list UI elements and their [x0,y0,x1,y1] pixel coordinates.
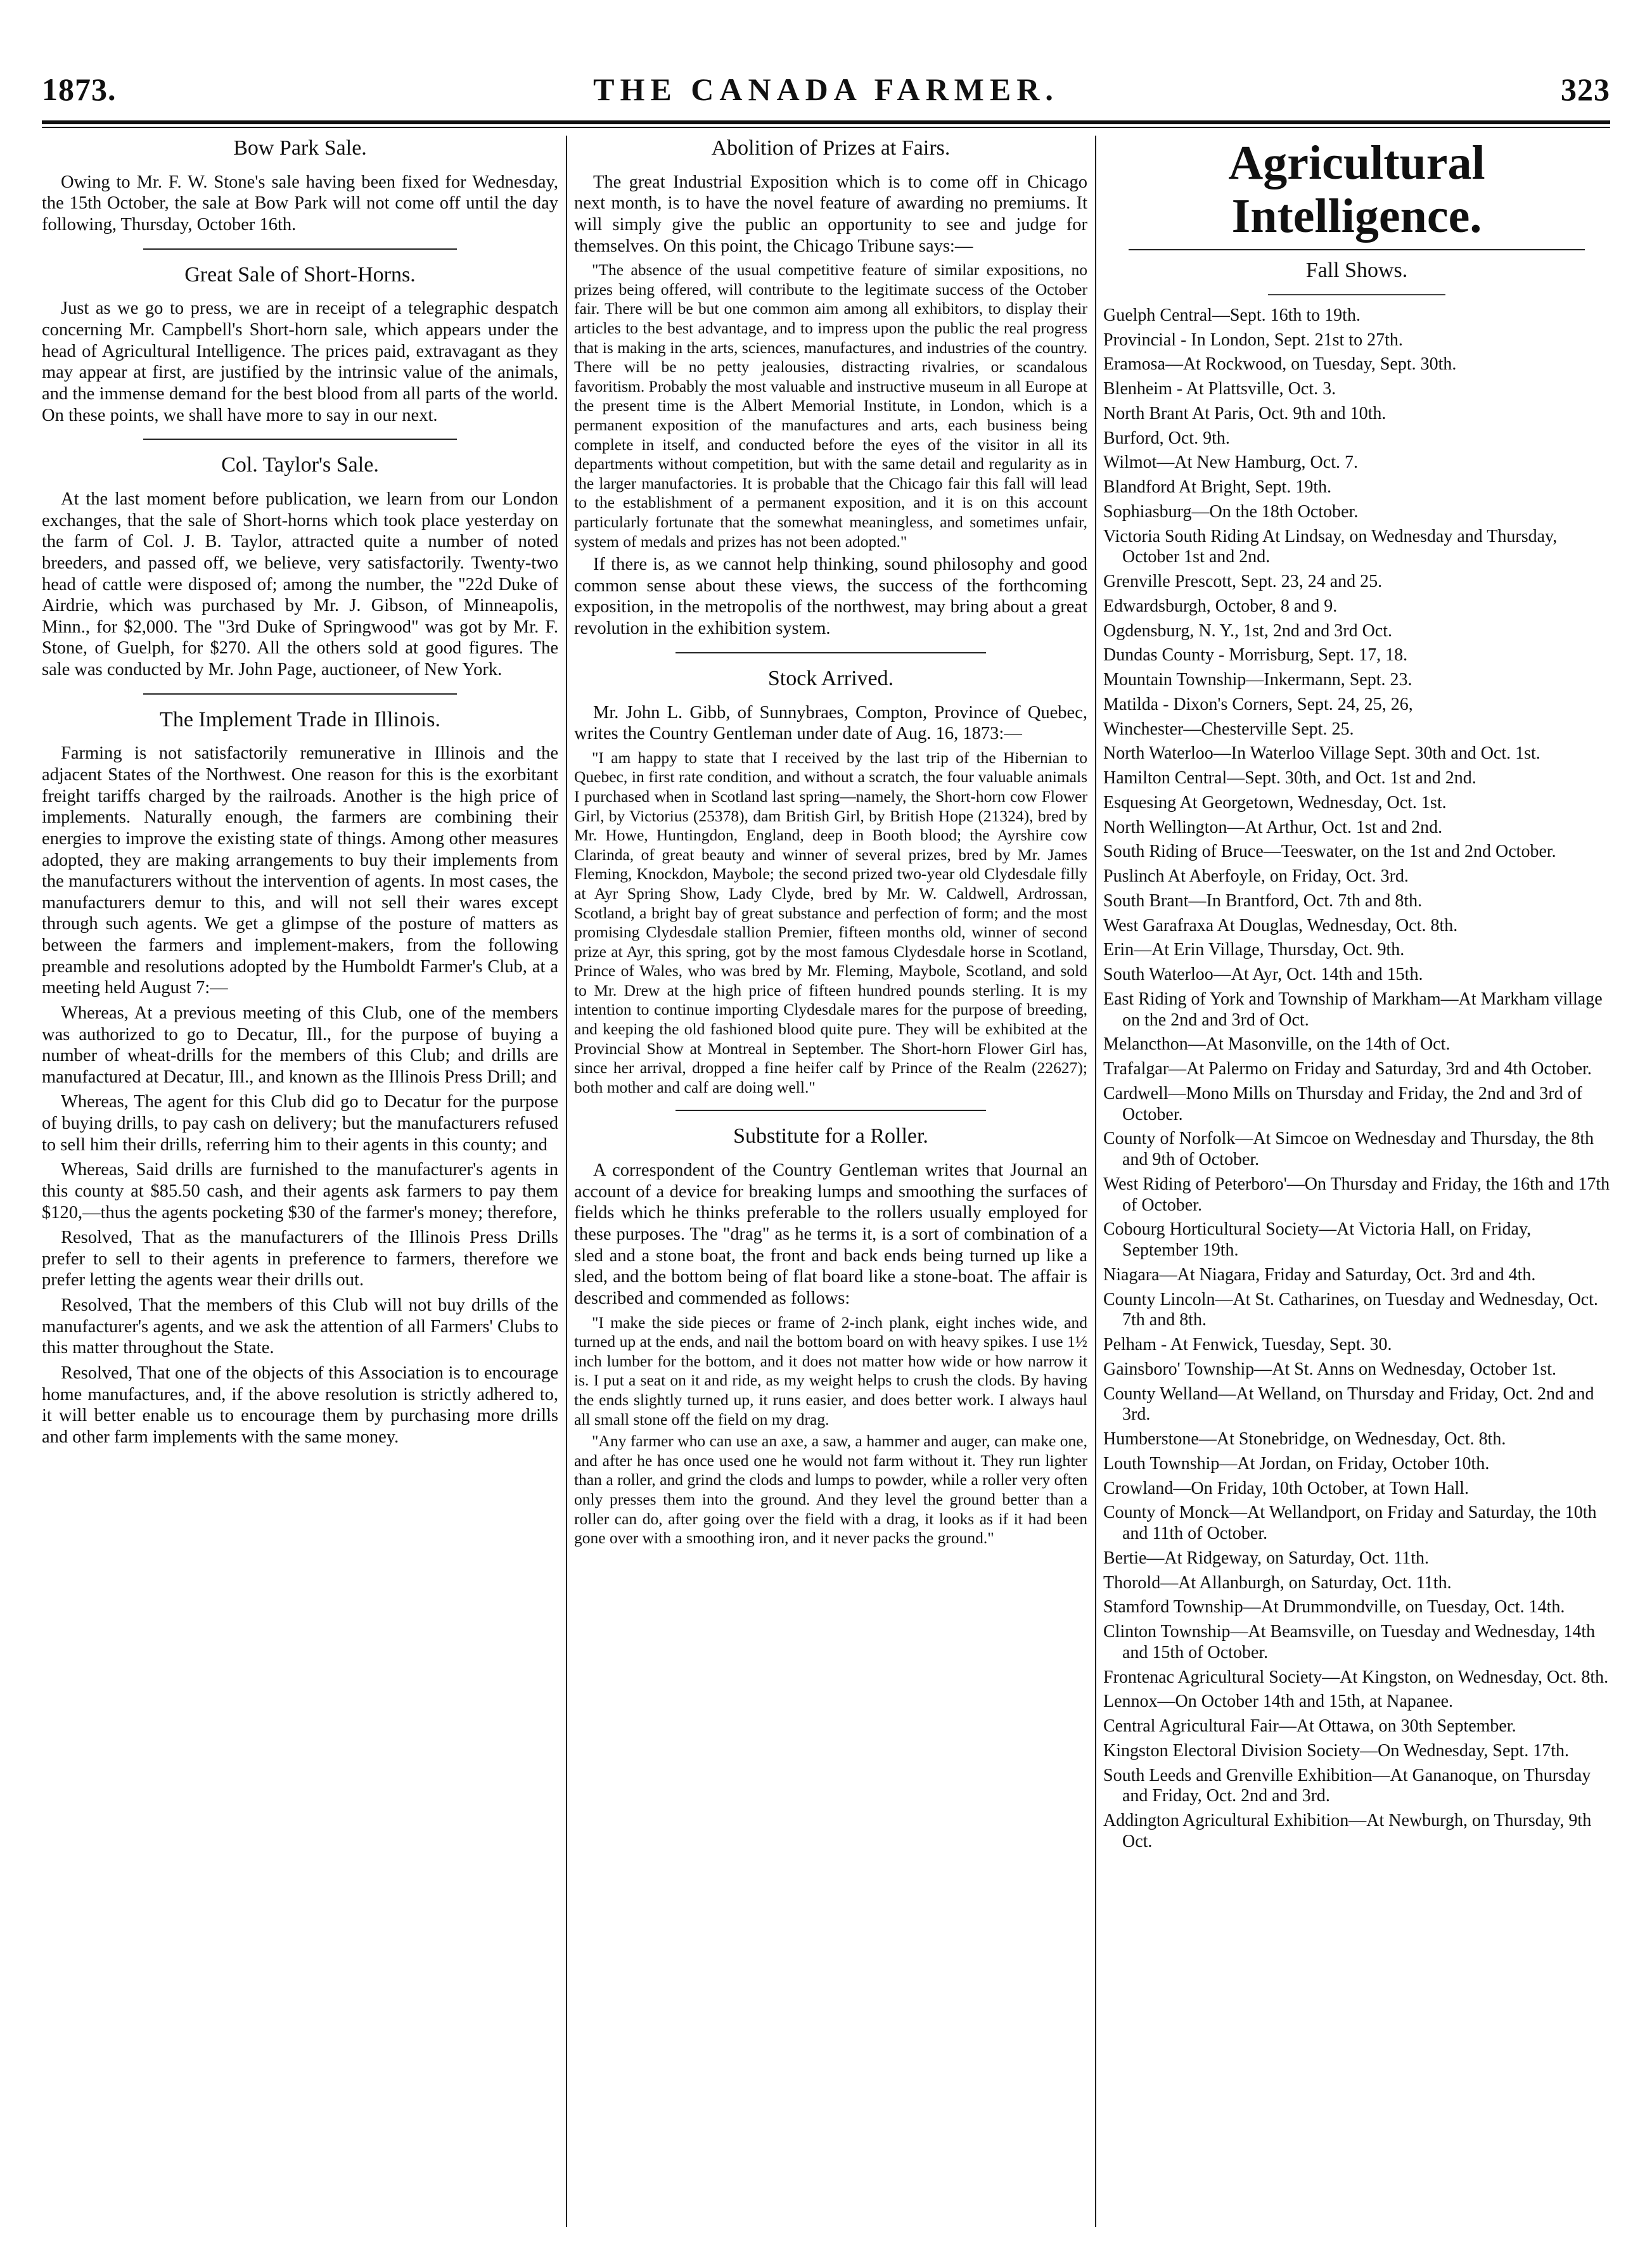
article-col-taylors-sale [42,453,558,680]
fall-show-entry: Humberstone—At Stonebridge, on Wednesday, Oct. 8th. [1103,1429,1506,1449]
fall-show-entry: South Leeds and Grenville Exhibition—At Gananoque, on Thursday and Friday, Oct. 2nd and 3rd. [1103,1765,1591,1806]
fall-show-entry: Matilda - Dixon's Corners, Sept. 24, 25, 26, [1103,694,1413,714]
fall-show-entry: Gainsboro' Township—At St. Anns on Wednesday, October 1st. [1103,1359,1557,1379]
column-3 [1103,136,1610,2227]
section-divider [676,652,986,653]
masthead-rule-thin [42,127,1610,128]
fall-shows-list [1103,305,1610,1853]
fall-show-entry: Grenville Prescott, Sept. 23, 24 and 25. [1103,572,1383,592]
fall-shows-heading: Fall Shows. [1305,259,1408,283]
article-heading: Abolition of Prizes at Fairs. [711,136,951,160]
fall-show-entry: Bertie—At Ridgeway, on Saturday, Oct. 11th. [1103,1548,1430,1568]
fall-show-entry: Wilmot—At New Hamburg, Oct. 7. [1103,453,1358,473]
column-divider-1 [566,136,567,2227]
article-bow-park-sale [42,136,558,236]
fall-show-entry: Winchester—Chesterville Sept. 25. [1103,719,1354,739]
quoted-paragraph: "I make the side pieces or frame of 2-inch plank, eight inches wide, and turned up at the ends, and nail the bottom board on with heavy spikes. I use 1½ inch lumber for the bottom, and it does not matter how wide or how narrow it is. I put a seat on it and ride, as my weight helps to crush the clods. By having the ends slightly turned up, it runs easier, and does better work. I always haul all small stone off the field on my drag. [574,1313,1087,1429]
fall-show-entry: Pelham - At Fenwick, Tuesday, Sept. 30. [1103,1335,1392,1355]
fall-show-entry: Crowland—On Friday, 10th October, at Town Hall. [1103,1478,1470,1498]
fall-show-entry: South Waterloo—At Ayr, Oct. 14th and 15th. [1103,965,1423,985]
fall-show-entry: County of Monck—At Wellandport, on Friday and Saturday, the 10th and 11th of October. [1103,1503,1597,1544]
fall-show-entry: Blenheim - At Plattsville, Oct. 3. [1103,379,1336,399]
fall-show-entry: Burford, Oct. 9th. [1103,428,1230,448]
column-divider-2 [1095,136,1096,2227]
fall-show-entry: South Riding of Bruce—Teeswater, on the 1st and 2nd October. [1103,842,1556,862]
resolution-paragraph: Resolved, That one of the objects of this Association is to encourage home manufactures, and, if the above resolution is strictly adhered to, it will better enable us to encourage them by purchasing more drills and other farm implements with the same money. [42,1363,558,1447]
fall-show-entry: Kingston Electoral Division Society—On Wednesday, Sept. 17th. [1103,1740,1569,1761]
article-implement-trade [42,707,558,1448]
fall-show-entry: County Lincoln—At St. Catharines, on Tuesday and Wednesday, Oct. 7th and 8th. [1103,1289,1598,1330]
quoted-paragraph: "I am happy to state that I received by the last trip of the Hibernian to Quebec, in first rate condition, and without a scratch, the four valuable animals I purchased when in Scotland last spring—namely, the Short-horn cow Flower Girl, by Victorius (25378), dam British Girl, by British Hope (21324), bred by Mr. Howe, Huntingdon, England, deep in Booth blood; the Ayrshire cow Clarinda, of great beauty and winner of several prizes, bred by Mr. James Fleming, Knockdon, Maybole; the second prized two-year old Clydesdale filly at Ayr Spring Show, Lady Clyde, bred by Mr. W. Caldwell, Ardrossan, Scotland, a bright bay of great substance and perfection of form; and the most promising Clydesdale stallion Premier, fifteen months old, winner of second prize at Ayr, this spring, got by the most famous Clydesdale horse in Scotland, Prince of Wales, who was bred by Mr. Fleming, Maybole, Scotland, and sold to Mr. Drew at the high price of fifteen hundred pounds sterling. It is my intention to continue importing Clydesdale mares for the purpose of breeding, and keeping the old fashioned blood quite pure. They will be exhibited at the Provincial Show at Montreal in September. The Short-horn Flower Girl has, since her arrival, dropped a fine heifer calf by Prince of the Realm (22627); both mother and calf are doing well." [574,748,1087,1096]
resolution-paragraph: Resolved, That as the manufacturers of the Illinois Press Drills prefer to sell to their agents in preference to farmers, therefore we prefer letting the agents wear their drills out. [42,1228,558,1290]
fall-show-entry: West Garafraxa At Douglas, Wednesday, Oct. 8th. [1103,915,1458,935]
article-substitute-for-roller [574,1124,1087,1548]
fall-show-entry: Dundas County - Morrisburg, Sept. 17, 18. [1103,645,1408,665]
fall-show-entry: Thorold—At Allanburgh, on Saturday, Oct. 11th. [1103,1572,1452,1593]
article-short-horns-sale [42,262,558,427]
newspaper-title: THE CANADA FARMER. [593,72,1059,107]
article-paragraph: A correspondent of the Country Gentleman writes that Journal an account of a device for breaking lumps and smoothing the surfaces of fields which he thinks preferable to the rollers usually employed for these purposes. The "drag" as he terms it, is a sort of combination of a sled and a stone boat, the front and back ends being turned up like a sled, and the bottom being of flat board like a stone-boat. The affair is described and commended as follows: [574,1160,1087,1308]
fall-show-entry: Niagara—At Niagara, Friday and Saturday, Oct. 3rd and 4th. [1103,1264,1536,1285]
fall-show-entry: North Waterloo—In Waterloo Village Sept. 30th and Oct. 1st. [1103,743,1540,764]
section-title-agricultural-intelligence: Agricultural Intelligence. [1228,136,1485,243]
fall-show-entry: South Brant—In Brantford, Oct. 7th and 8th. [1103,890,1423,911]
fall-show-entry: Mountain Township—Inkermann, Sept. 23. [1103,670,1412,690]
fall-show-entry: Erin—At Erin Village, Thursday, Oct. 9th. [1103,940,1405,960]
article-paragraph: At the last moment before publication, we learn from our London exchanges, that the sale of Short-horns which took place yesterday on the farm of Col. J. B. Taylor, attracted quite a number of noted breeders, and passed off, we believe, very satisfactorily. Twenty-two head of cattle were disposed of; among the number, the "22d Duke of Airdrie, which was purchased by Mr. J. Gibson, of Minneapolis, Minn., for $2,000. The "3rd Duke of Springwood" was got by Mr. F. Stone, of Guelph, for $270. All the others sold at good figures. The sale was conducted by Mr. John Page, auctioneer, of New York. [42,489,558,680]
article-heading: Stock Arrived. [767,666,894,690]
masthead [42,71,1610,115]
fall-show-entry: East Riding of York and Township of Markham—At Markham village on the 2nd and 3rd of Oct. [1103,989,1603,1030]
fall-show-entry: County of Norfolk—At Simcoe on Wednesday and Thursday, the 8th and 9th of October. [1103,1129,1594,1170]
article-abolition-of-prizes [574,136,1087,639]
fall-show-entry: Guelph Central—Sept. 16th to 19th. [1103,305,1361,325]
resolution-paragraph: Whereas, The agent for this Club did go to Decatur for the purpose of buying drills, to pay cash on delivery; but the manufacturers refused to sell him their drills, referring him to their agents in this county; and [42,1092,558,1155]
article-heading: Bow Park Sale. [233,136,367,160]
quoted-paragraph: "The absence of the usual competitive feature of similar expositions, no prizes being offered, will contribute to the legitimate success of the October fair. There will be but one common aim among all exhibitors, to display their articles to the best advantage, and to impress upon the public the real progress that is making in the arts, sciences, manufactures, and industries of the country. There will be no petty jealousies, distracting rivalries, or scandalous favoritism. Probably the most valuable and instructive museum in all Europe at the present time is the Albert Memorial Institute, in London, which is a permanent exposition of the manufactures and arts, each business being complete in itself, and conducted before the eyes of the visitor in all its departments without competition, but with the same detail and regularity as in the larger manufactories. It is probable that the Chicago fair this fall will lead to the establishment of a permanent exposition, and it is on this account particularly fortunate that the somewhat meaningless, and sometimes unfair, system of medals and prizes has not been adopted." [574,260,1087,551]
section-divider [143,439,457,440]
fall-show-entry: Cobourg Horticultural Society—At Victoria Hall, on Friday, September 19th. [1103,1219,1532,1261]
fall-show-entry: North Brant At Paris, Oct. 9th and 10th. [1103,403,1386,423]
article-paragraph: Farming is not satisfactorily remunerative in Illinois and the adjacent States of the Northwest. One reason for this is the exorbitant freight tariffs charged by the railroads. Another is the high price of implements. Naturally enough, the farmers are combining their energies to improve the existing state of things. Among other measures adopted, they are making arrangements to buy their implements from the manufacturers without the intervention of agents. In most cases, the manufacturers demur to this, and will not sell their wares except through such agents. We get a glimpse of the posture of matters as between the farmers and implement-makers, from the following preamble and resolutions adopted by the Humboldt Farmer's Club, at a meeting held August 7:— [42,743,558,998]
article-heading: Col. Taylor's Sale. [221,453,379,477]
fall-show-entry: County Welland—At Welland, on Thursday and Friday, Oct. 2nd and 3rd. [1103,1384,1594,1425]
article-heading: Substitute for a Roller. [733,1124,928,1148]
article-stock-arrived [574,666,1087,1098]
article-heading: The Implement Trade in Illinois. [160,707,440,731]
fall-show-entry: Victoria South Riding At Lindsay, on Wednesday and Thursday, October 1st and 2nd. [1103,526,1558,567]
fall-show-entry: Provincial - In London, Sept. 21st to 27th. [1103,330,1403,350]
fall-show-entry: Clinton Township—At Beamsville, on Tuesday and Wednesday, 14th and 15th of October. [1103,1622,1596,1662]
page-number: 323 [1561,72,1610,107]
fall-show-entry: West Riding of Peterboro'—On Thursday and Friday, the 16th and 17th of October. [1103,1174,1610,1215]
fall-show-entry: Trafalgar—At Palermo on Friday and Saturday, 3rd and 4th October. [1103,1059,1592,1079]
fall-show-entry: Hamilton Central—Sept. 30th, and Oct. 1st and 2nd. [1103,768,1476,788]
fall-show-entry: Louth Township—At Jordan, on Friday, October 10th. [1103,1453,1490,1474]
article-paragraph: Just as we go to press, we are in receipt of a telegraphic despatch concerning Mr. Campbell's Short-horn sale, which appears under the head of Agricultural Intelligence. The prices paid, extravagant as they may appear at first, are justified by the intrinsic value of the animals, and the immense demand for the best blood from all parts of the world. On these points, we shall have more to say in our next. [42,299,558,425]
column-1 [42,136,558,2227]
fall-show-entry: Edwardsburgh, October, 8 and 9. [1103,596,1338,616]
article-paragraph: Owing to Mr. F. W. Stone's sale having been fixed for Wednesday, the 15th October, the sale at Bow Park will not come off until the day following, Thursday, October 16th. [42,172,558,235]
fall-show-entry: Cardwell—Mono Mills on Thursday and Friday, the 2nd and 3rd of October. [1103,1083,1582,1124]
article-paragraph: Mr. John L. Gibb, of Sunnybraes, Compton, Province of Quebec, writes the Country Gentleman under date of Aug. 16, 1873:— [574,702,1087,744]
fall-show-entry: Eramosa—At Rockwood, on Tuesday, Sept. 30th. [1103,354,1457,375]
section-divider [1129,249,1585,250]
fall-show-entry: Ogdensburg, N. Y., 1st, 2nd and 3rd Oct. [1103,620,1393,641]
section-divider [676,1110,986,1111]
issue-year: 1873. [42,72,117,107]
resolution-paragraph: Whereas, Said drills are furnished to the manufacturer's agents in this county at $85.50 cash, and their agents ask farmers to pay them $120,—thus the agents pocketing $30 of the farmer's money; therefore, [42,1160,558,1223]
quoted-paragraph: "Any farmer who can use an axe, a saw, a hammer and auger, can make one, and after he has once used one he would not farm without it. They run lighter than a roller, and grind the clods and lumps to powder, while a roller very often only presses them into the ground. And they level the ground better than a roller can do, after going over the field with a drag, it looks as if it had been gone over with a smoothing iron, and it never packs the ground." [574,1432,1087,1548]
fall-show-entry: Frontenac Agricultural Society—At Kingston, on Wednesday, Oct. 8th. [1103,1667,1609,1687]
small-divider [1268,294,1445,295]
resolution-paragraph: Whereas, At a previous meeting of this Club, one of the members was authorized to go to Decatur, Ill., for the purpose of buying a number of wheat-drills for the members of this Club; and drills are manufactured at Decatur, Ill., and known as the Illinois Press Drill; and [42,1003,558,1087]
masthead-rule-thick [42,120,1610,124]
fall-show-entry: North Wellington—At Arthur, Oct. 1st and 2nd. [1103,817,1443,837]
section-divider [143,693,457,695]
fall-show-entry: Lennox—On October 14th and 15th, at Napanee. [1103,1692,1454,1712]
fall-show-entry: Esquesing At Georgetown, Wednesday, Oct. 1st. [1103,792,1447,812]
fall-show-entry: Puslinch At Aberfoyle, on Friday, Oct. 3rd. [1103,866,1409,887]
fall-show-entry: Stamford Township—At Drummondville, on Tuesday, Oct. 14th. [1103,1597,1565,1617]
column-2 [574,136,1087,2227]
resolution-paragraph: Resolved, That the members of this Club will not buy drills of the manufacturer's agents, and we ask the attention of all Farmers' Clubs to this matter throughout the State. [42,1295,558,1358]
article-paragraph: If there is, as we cannot help thinking, sound philosophy and good common sense about these views, the success of the forthcoming exposition, in the metropolis of the northwest, may bring about a great revolution in the exhibition system. [574,555,1087,639]
fall-show-entry: Sophiasburg—On the 18th October. [1103,501,1359,522]
fall-show-entry: Addington Agricultural Exhibition—At Newburgh, on Thursday, 9th Oct. [1103,1811,1592,1851]
fall-show-entry: Melancthon—At Masonville, on the 14th of Oct. [1103,1034,1450,1055]
article-heading: Great Sale of Short-Horns. [184,262,416,286]
section-divider [143,248,457,250]
fall-show-entry: Central Agricultural Fair—At Ottawa, on 30th September. [1103,1716,1516,1737]
fall-show-entry: Blandford At Bright, Sept. 19th. [1103,477,1332,498]
article-paragraph: The great Industrial Exposition which is to come off in Chicago next month, is to have the novel feature of awarding no premiums. It will simply give the public an opportunity to see and judge for themselves. On this point, the Chicago Tribune says:— [574,172,1087,256]
